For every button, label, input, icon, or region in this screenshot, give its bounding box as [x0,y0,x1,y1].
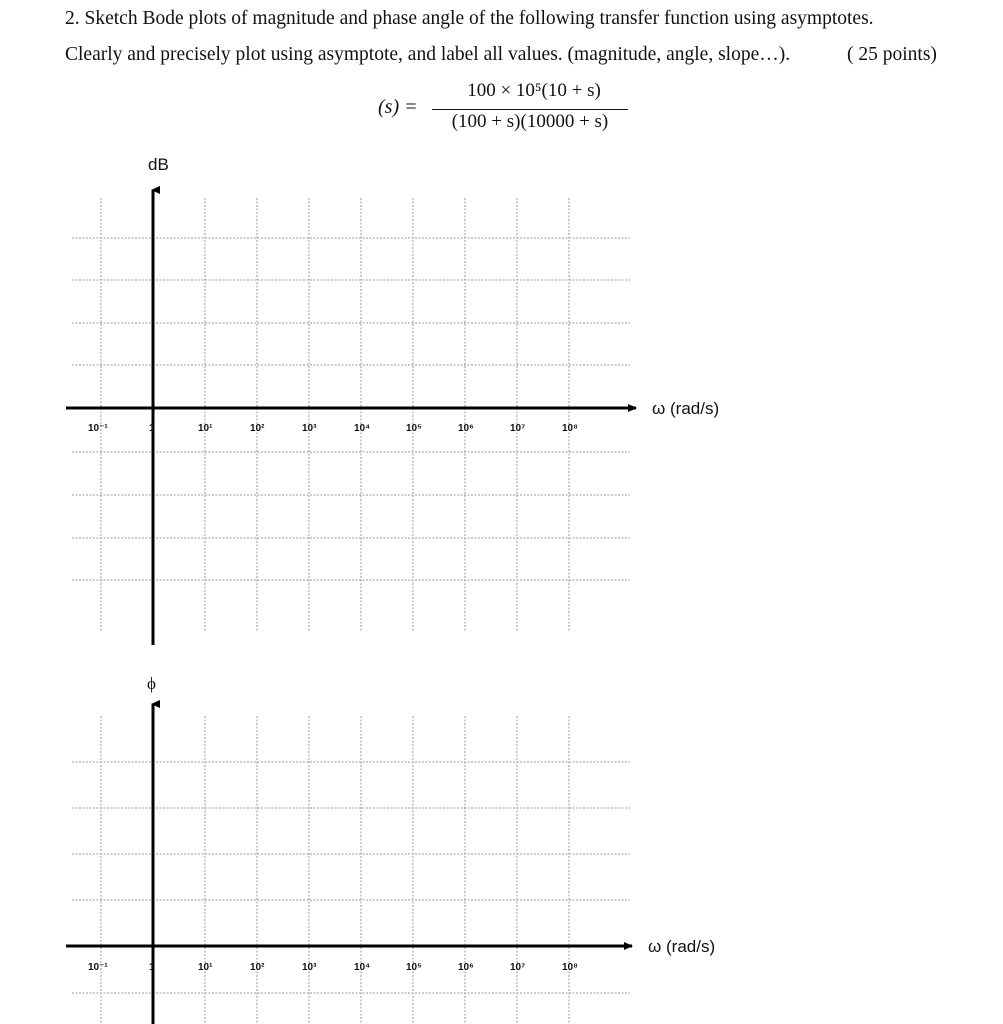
magnitude-tick-label: 10⁷ [510,423,526,434]
magnitude-tick-label: 10⁵ [406,423,422,434]
question-text-line2: Clearly and precisely plot using asymptote, and label all values. (magnitude, angle, slope…). [65,44,791,65]
phase-x-tick-labels [88,962,578,973]
magnitude-tick-label: 10³ [302,423,317,434]
transfer-function-denominator: (100 + s)(10000 + s) [451,111,609,132]
phase-tick-label: 10¹ [198,962,213,973]
magnitude-tick-label: 1 [149,423,155,434]
question-text-line1: 2. Sketch Bode plots of magnitude and phase angle of the following transfer function using asymptotes. [65,8,874,29]
magnitude-tick-label: 10¹ [198,423,213,434]
phase-plot [66,674,715,1024]
phase-tick-label: 10⁴ [354,962,371,973]
phase-tick-label: 10⁻¹ [88,962,108,973]
phase-y-label: ϕ [147,674,156,693]
phase-tick-label: 1 [149,962,155,973]
phase-tick-label: 10⁸ [562,962,578,973]
magnitude-y-label: dB [148,155,169,174]
phase-tick-label: 10⁵ [406,962,422,973]
magnitude-tick-label: 10⁶ [458,423,474,434]
magnitude-tick-label: 10⁸ [562,423,578,434]
magnitude-grid [72,198,630,632]
transfer-function-lhs: (s) = [378,96,418,118]
question-points: ( 25 points) [847,44,937,65]
magnitude-x-tick-labels [88,423,578,434]
phase-tick-label: 10⁷ [510,962,526,973]
magnitude-tick-label: 10² [250,423,265,434]
phase-tick-label: 10³ [302,962,317,973]
phase-tick-label: 10² [250,962,265,973]
phase-grid [72,716,630,1024]
magnitude-plot [66,155,719,645]
magnitude-x-label: ω (rad/s) [652,399,720,418]
phase-x-label: ω (rad/s) [648,937,716,956]
transfer-function-numerator: 100 × 10⁵(10 + s) [467,80,601,101]
phase-tick-label: 10⁶ [458,962,474,973]
magnitude-tick-label: 10⁻¹ [88,423,108,434]
magnitude-tick-label: 10⁴ [354,423,371,434]
